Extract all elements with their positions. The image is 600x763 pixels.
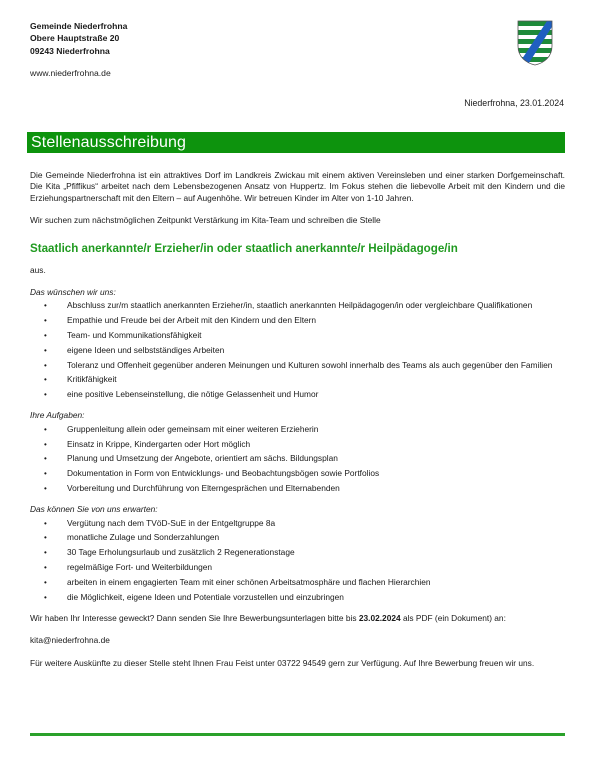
intro-paragraph: Die Gemeinde Niederfrohna ist ein attraktives Dorf im Landkreis Zwickau mit einem aktiven Vereinsleben und einer starken Dorfgemeinschaft. Die Kita „Pfiffikus“ arbeitet nach dem Lebensbezogenen Ansatz von Huppertz. Im Fokus stehen die liebevolle Arbeit mit den Kindern und die Erziehungspartnerschaft mit den Eltern – auf Augenhöhe. Wir betreuen Kinder im Alter von 1-10 Jahren. [30,170,565,203]
apply-paragraph: Wir haben Ihr Interesse geweckt? Dann senden Sie Ihre Bewerbungsunterlagen bitte bis 23.02.2024 als PDF (ein Dokument) an: [30,612,506,623]
list-item: • Planung und Umsetzung der Angebote, orientiert am sächs. Bildungsplan [44,453,338,464]
title-banner [27,132,565,153]
list-item: • eigene Ideen und selbstständiges Arbeiten [44,344,225,355]
sender-address [30,20,127,57]
bullet-icon: • [44,548,47,558]
sender-city: 09243 Niederfrohna [30,45,110,56]
bullet-icon: • [44,316,47,326]
document-body [30,170,565,669]
bullet-icon: • [44,331,47,341]
wishes-list [30,300,565,400]
list-item: • arbeiten in einem engagierten Team mit einer schönen Arbeitsatmosphäre und flachen Hierarchien [44,576,431,587]
sender-name: Gemeinde Niederfrohna [30,21,128,31]
page-title: Stellenausschreibung [31,134,186,151]
coat-of-arms-icon [517,20,553,66]
bullet-icon: • [44,577,47,587]
wishes-heading: Das wünschen wir uns: [30,287,116,298]
list-item: • Abschluss zur/m staatlich anerkannten Erzieher/in, staatlich anerkannten Heilpädagogen/in oder vergleichbare Qualifikationen [44,300,533,311]
list-item: • Empathie und Freude bei der Arbeit mit den Kindern und den Eltern [44,315,317,326]
list-item: • Dokumentation in Form von Entwicklungs- und Beobachtungsbögen sowie Portfolios [44,468,380,479]
job-title: Staatlich anerkannte/r Erzieher/in oder staatlich anerkannte/r Heilpädagoge/in [30,241,458,255]
bullet-icon: • [44,301,47,311]
aus-text: aus. [30,264,46,275]
list-item: • Vorbereitung und Durchführung von Elterngesprächen und Elternabenden [44,483,340,494]
bullet-icon: • [44,439,47,449]
list-item: • eine positive Lebenseinstellung, die nötige Gelassenheit und Humor [44,389,319,400]
list-item: • Toleranz und Offenheit gegenüber anderen Meinungen und Kulturen sowohl innerhalb des Teams als auch gegenüber den Familien [44,359,553,370]
sender-street: Obere Hauptstraße 20 [30,33,120,44]
list-item: • monatliche Zulage und Sonderzahlungen [44,532,220,543]
list-item: • 30 Tage Erholungsurlaub und zusätzlich 2 Regenerationstage [44,547,295,558]
website-link[interactable]: www.niederfrohna.de [30,68,111,78]
bullet-icon: • [44,518,47,528]
bullet-icon: • [44,454,47,464]
list-item: • Vergütung nach dem TVöD-SuE in der Entgeltgruppe 8a [44,517,276,528]
bullet-icon: • [44,484,47,494]
tasks-heading: Ihre Aufgaben: [30,410,85,421]
list-item: • regelmäßige Fort- und Weiterbildungen [44,562,213,573]
bullet-icon: • [44,345,47,355]
date-line: Niederfrohna, 23.01.2024 [464,98,564,108]
list-item: • Gruppenleitung allein oder gemeinsam mit einer weiteren Erzieherin [44,423,319,434]
bullet-icon: • [44,563,47,573]
offers-heading: Das können Sie von uns erwarten: [30,504,158,515]
list-item: • Einsatz in Krippe, Kindergarten oder Hort möglich [44,438,251,449]
bullet-icon: • [44,469,47,479]
bullet-icon: • [44,375,47,385]
application-deadline: 23.02.2024 [358,612,401,623]
offers-list [30,518,565,603]
email-link[interactable]: kita@niederfrohna.de [30,635,110,646]
bullet-icon: • [44,360,47,370]
bullet-icon: • [44,390,47,400]
bottom-divider [30,733,565,736]
list-item: • Kritikfähigkeit [44,374,117,385]
list-item: • Team- und Kommunikationsfähigkeit [44,330,202,341]
bullet-icon: • [44,424,47,434]
search-line: Wir suchen zum nächstmöglichen Zeitpunkt Verstärkung im Kita-Team und schreiben die Stelle [30,215,381,226]
bullet-icon: • [44,533,47,543]
bullet-icon: • [44,592,47,602]
tasks-list [30,424,565,494]
closing-paragraph: Für weitere Auskünfte zu dieser Stelle steht Ihnen Frau Feist unter 03722 94549 gern zur Verfügung. Auf Ihre Bewerbung freuen wir uns. [30,657,535,668]
list-item: • die Möglichkeit, eigene Ideen und Potentiale vorzustellen und einzubringen [44,591,344,602]
